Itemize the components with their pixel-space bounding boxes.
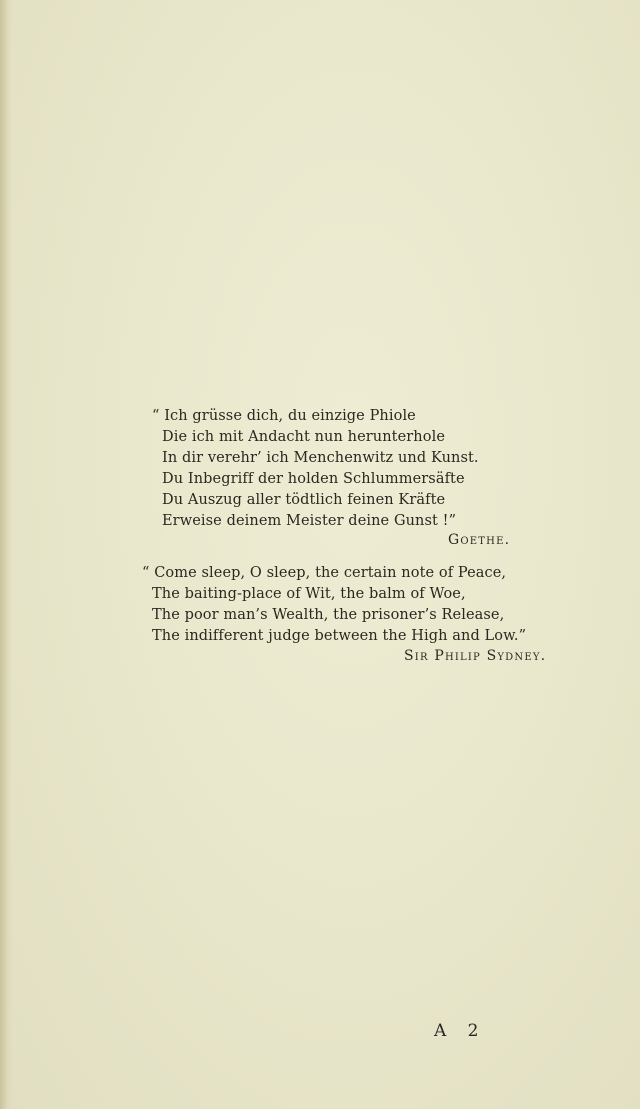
poem-line: Erweise deinem Meister deine Gunst !” bbox=[162, 513, 457, 529]
signature-mark: A 2 bbox=[434, 1021, 487, 1041]
poem-line: “ Come sleep, O sleep, the certain note of Peace, bbox=[142, 565, 507, 581]
poem-line: Die ich mit Andacht nun herunterhole bbox=[162, 429, 445, 445]
poem-line: The baiting-place of Wit, the balm of Woe, bbox=[152, 586, 466, 602]
poem-line: The indifferent judge between the High and Low.” bbox=[152, 628, 527, 644]
poem-line: “ Ich grüsse dich, du einzige Phiole bbox=[152, 408, 416, 424]
poem-line: Du Inbegriff der holden Schlummersäfte bbox=[162, 471, 465, 487]
poem-line: The poor man’s Wealth, the prisoner’s Release, bbox=[152, 607, 505, 623]
poem-line: In dir verehr’ ich Menchenwitz und Kunst. bbox=[162, 450, 479, 466]
poem-line: Du Auszug aller tödtlich feinen Kräfte bbox=[162, 492, 446, 508]
attribution-sydney: Sir Philip Sydney. bbox=[404, 648, 547, 664]
attribution-goethe: Goethe. bbox=[448, 532, 511, 548]
